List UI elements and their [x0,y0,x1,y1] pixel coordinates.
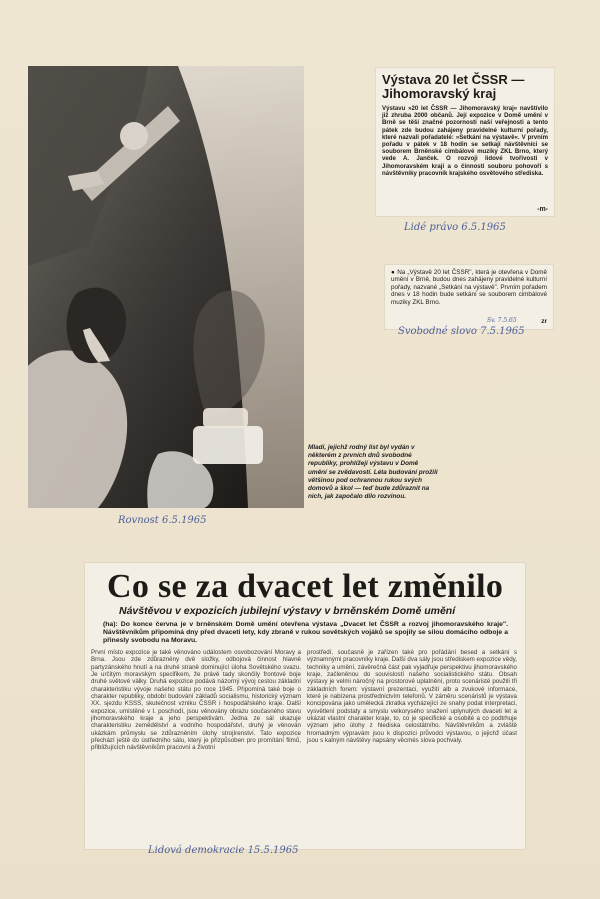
article-1-sign: -m- [537,206,548,213]
main-article-column-2: prostředí, současně je zařízen také pro pořádání besed a setkání s významnými pracovníky kraje. Další dva sály jsou střediskem expozice vědy, techniky a umění, závěrečná část pak vyjadřuje perspektivu jihomoravského kraje, začleněnou do souvislostí našeho socialistického státu. Obsah výstavy je velmi náročný na prostorové uplatnění, proto scenáristé použili tři základních forem: výstavní prezentaci, využití alb a zvukové informace, které je nabízena prostřednictvím telefonů. V záměru scenáristů je výstava koncipována jako umělecká zkratka vycházející ze snahy podat interpretaci, vysvětlení podstaty a smyslu velkorysého snažení uplynulých dvaceti let a ukázat vlastní charakter kraje, to, co je specifické a osobité a co podtrhuje význam jeho úlohy z hlediska celostátního. Návštěvníkům a zvláště hromadným výpravám jsou k dispozici průvodci výstavou, o jejichž účast jsou s kalným návštěvy napsány věcmés slova pochvaly. [307,649,517,745]
main-article-lead: (ha): Do konce června je v brněnském Domě umění otevřena výstava „Dvacet let ČSSR a rozvoj jihomoravského kraje". Návštěvníkům připomíná dny před dvaceti lety, kdy zbraně v rukou sovětských vojáků se spojily se silou domácího odboje a přinesly svobodu na Moravu. [103,621,508,645]
photo-caption: Mladí, jejichž rodný list byl vydán v některém z prvních dnů svobodné republiky, prohlížejí výstavu v Domě umění se zvědavostí. Léta budování prožili většinou pod ochrannou rukou svých domovů a škol — teď bude zdůraznit na nich, jak započalo dílo rozvinou. [308,444,438,501]
photo-image [28,66,304,508]
article-2-body: ● Na „Výstavě 20 let ČSSR", která je otevřena v Domě umění v Brně, budou dnes zahájeny pravidelné kulturní pořady, nazvané „Setkání na výstavě". Prvním pořadem dnes v 18 hodin bude setkání se souborem cimbálové muziky ZKL Brno. [391,269,547,306]
main-article-title: Co se za dvacet let změnilo [107,568,504,605]
main-article-column-1: První místo expozice je také věnováno událostem osvobozování Moravy a Brna. Jsou zde zdůrazněny dvě složky, odbojová činnost hlavně partyzánského hnutí a na druhé straně dominující úloha Sovětského svazu. Je určitým moravským specifikem, že právě tady skončily frontové boje druhé světové války. Druhá expozice podává názorný vývoj cestou základní charakteristiku vývoje našeho státu po roce 1945. Připomíná také boje o charakter republiky, období budování základů socialismu, historický význam XX. sjezdu KSSS, skutečnost vzniku ČSSR i hospodářského kraje. Další expozice, umístěné v I. poschodí, jsou věnovány obrazu současného stavu jihomoravského kraje a jeho perspektivám. Jedna ze sál ukazuje charakteristiku zemědělství a vodního hospodářství, druhý je věnován ukázkám průmyslu se zdůrazněním úlohy strojírenství. Tato expozice přechází ještě do ústředního sálu, který je přizpůsoben pro promítání filmů, přibližujících návštěvníkům pracovní a životní [91,649,301,752]
article-1-body: Výstavu »20 let ČSSR — Jihomoravský kraj« navštívilo již zhruba 2000 občanů. Její expozice v Domě umění v Brně se těší značné pozornosti naší veřejnosti a tento pátek zde budou zahájeny pravidelné kulturní pořady, které nazvali pořadatelé: »Setkání na výstavě«. V prvním pořadu v pátek v 18 hodin se setkají návštěvníci se souborem Brněnské cimbálové muziky ZKL Brno, který vede A. Janček. O rozvoji lidové tvořivosti v Jihomoravském kraji a o činnosti souboru pohovoří s návštěvníky pracovník krajského osvětového střediska. [382,105,548,177]
photo-note: Rovnost 6.5.1965 [118,515,207,526]
exhibition-photo [28,66,304,508]
article-2-clipping [385,265,553,329]
article-2-note-small: Sv. 7.5.65 [487,317,517,324]
main-article-clipping [85,563,525,849]
article-2-sign: zr [541,318,547,325]
main-article-subtitle: Návštěvou v expozicích jubilejní výstavy v brněnském Domě umění [119,605,456,617]
article-1-clipping [376,68,554,216]
article-1-note: Lidé právo 6.5.1965 [404,222,506,233]
article-1-title: Výstava 20 let ČSSR — Jihomoravský kraj [382,72,525,101]
main-article-note: Lidová demokracie 15.5.1965 [148,845,299,856]
article-2-note: Svobodné slovo 7.5.1965 [398,326,525,337]
